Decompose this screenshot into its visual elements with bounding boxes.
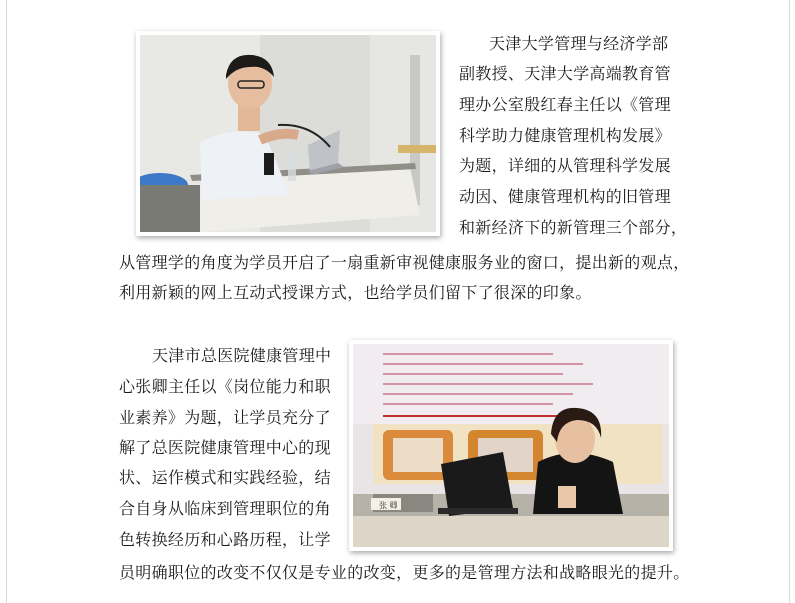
section1-line-4: 科学助力健康管理机构发展》 [459, 126, 671, 145]
section2-line-7: 色转换经历和心路历程，让学 [119, 530, 331, 549]
section1-line-9: 利用新颖的网上互动式授课方式，也给学员们留下了很深的印象。 [119, 283, 592, 302]
section2-line-8: 员明确职位的改变不仅仅是专业的改变，更多的是管理方法和战略眼光的提升。 [119, 563, 690, 582]
frame-right-border [789, 0, 790, 603]
lecturer-photo-1 [136, 31, 440, 236]
section1-line-3: 理办公室殷红春主任以《管理 [459, 95, 671, 114]
nameplate-text: 张 卿 [379, 501, 398, 510]
photo-lecturer-projector-icon [353, 344, 669, 547]
section1-line-1: 天津大学管理与经济学部 [489, 34, 669, 53]
section1-line-6: 动因、健康管理机构的旧管理 [459, 187, 671, 206]
section2-line-6: 合自身从临床到管理职位的角 [119, 499, 331, 518]
section1-line-2: 副教授、天津大学高端教育管 [459, 64, 671, 83]
photo-lecturer-laptop-icon [140, 35, 436, 232]
section2-line-1: 天津市总医院健康管理中 [152, 346, 332, 365]
section1-line-8: 从管理学的角度为学员开启了一扇重新审视健康服务业的窗口，提出新的观点， [119, 253, 690, 272]
section2-line-4: 解了总医院健康管理中心的现 [119, 438, 331, 457]
lecturer-photo-2 [349, 340, 673, 551]
section1-line-7: 和新经济下的新管理三个部分， [459, 218, 688, 237]
section1-line-5: 为题，详细的从管理科学发展 [459, 156, 671, 175]
section2-line-2: 心张卿主任以《岗位能力和职 [119, 377, 331, 396]
section2-line-3: 业素养》为题，让学员充分了 [119, 408, 331, 427]
frame-left-border [6, 0, 7, 603]
section2-line-5: 状、运作模式和实践经验，结 [119, 468, 331, 487]
